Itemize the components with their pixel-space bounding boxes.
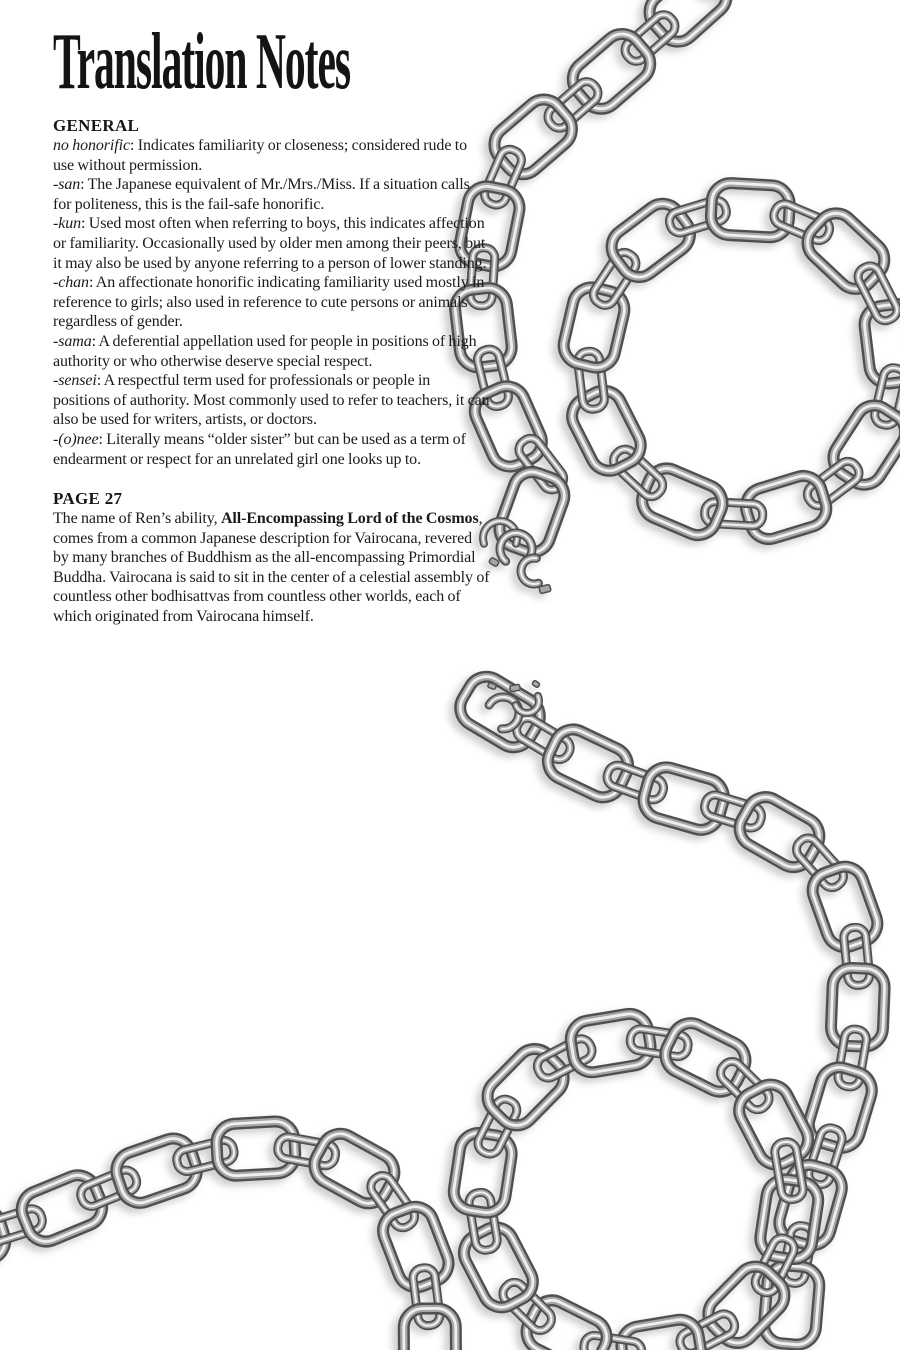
honorific-term: -sensei <box>53 372 97 390</box>
honorific-term: -san <box>53 176 81 194</box>
honorific-entry <box>53 430 490 469</box>
honorific-entry <box>53 273 490 332</box>
honorific-entry <box>53 371 490 430</box>
chain-bottom-left <box>0 1120 456 1350</box>
honorific-term: -kun <box>53 215 82 233</box>
page-title-text: Translation Notes <box>53 18 351 106</box>
honorific-entry <box>53 175 490 214</box>
honorific-definition: : A deferential appellation used for people in positions of high authority or who otherwise deserve special respect. <box>53 332 477 370</box>
section-general <box>53 116 490 469</box>
honorific-term: -(o)nee <box>53 430 99 448</box>
honorific-term: no honorific <box>53 137 130 154</box>
ability-name-bold: All-Encompassing Lord of the Cosmos <box>220 510 479 528</box>
chain-loop-top <box>560 182 900 544</box>
honorific-definition: : Literally means “older sister” but can be used as a term of endearment or respect for an unrelated girl one looks up to. <box>53 430 466 468</box>
honorific-entry <box>53 332 490 371</box>
honorific-term: -chan <box>53 274 89 292</box>
honorific-definition: : A respectful term used for professionals or people in positions of authority. Most commonly used to refer to teachers, it can also be used for writers, artists, or doctors. <box>53 372 490 429</box>
paragraph-text: , comes from a common Japanese description for Vairocana, revered by many branches of Buddhism as the all-encompassing Primordial Buddha. Vairocana is said to sit in the center of a celestial assembly of countless other bodhisattvas from countless other worlds, each of which originated from Vairocana himself. <box>53 510 490 626</box>
section-heading-general: GENERAL <box>53 116 140 135</box>
page-27-paragraph <box>53 509 490 627</box>
honorific-definition: : The Japanese equivalent of Mr./Mrs./Miss. If a situation calls for politeness, this is the fail-safe honorific. <box>53 176 470 213</box>
honorific-definition: : Used most often when referring to boys, this indicates affection or familiarity. Occasionally used by older men among their peers, but it may also be used by anyone referring to a person of lower standing. <box>53 215 487 272</box>
honorific-term: -sama <box>53 332 92 350</box>
honorific-entry <box>53 136 490 175</box>
broken-link-fragments-top <box>483 521 551 594</box>
honorific-definition: : Indicates familiarity or closeness; considered rude to use without permission. <box>53 137 467 174</box>
page-title <box>53 18 490 106</box>
honorific-entry <box>53 214 490 273</box>
honorific-definition: : An affectionate honorific indicating familiarity used mostly in reference to girls; also used in reference to cute persons or animals regardless of gender. <box>53 274 485 331</box>
section-page-27 <box>53 489 490 627</box>
paragraph-text: The name of Ren’s ability, <box>53 510 221 528</box>
notes-content <box>53 0 490 627</box>
section-heading-page-27: PAGE 27 <box>53 489 123 509</box>
